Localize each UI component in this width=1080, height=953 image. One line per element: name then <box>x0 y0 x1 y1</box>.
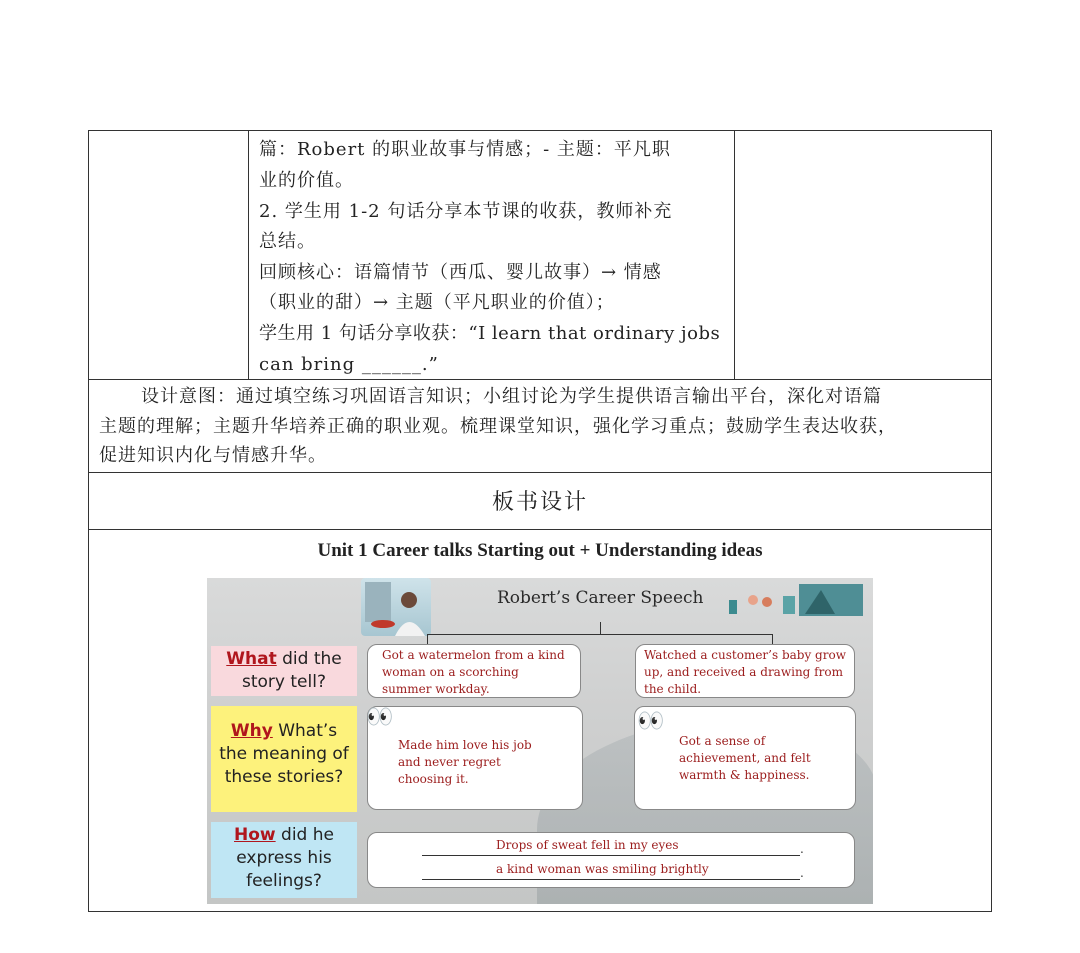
design-intent-line: 促进知识内化与情感升华。 <box>99 445 327 466</box>
question-text: What’s <box>272 721 338 741</box>
activity-line: 总结。 <box>259 231 316 252</box>
tree-connector <box>427 634 772 635</box>
design-intent-line: 设计意图：通过填空练习巩固语言知识；小组讨论为学生提供语言输出平台，深化对语篇 <box>141 386 882 407</box>
design-intent-line: 主题的理解；主题升华培养正确的职业观。梳理课堂知识，强化学习重点；鼓励学生表达收获， <box>99 416 897 437</box>
keyword-what: What <box>226 649 277 669</box>
activity-cell <box>249 131 735 379</box>
answer-underline <box>422 879 800 880</box>
activity-line: 2. 学生用 1-2 句话分享本节课的收获，教师补充 <box>259 201 673 222</box>
activity-line: 篇：Robert 的职业故事与情感；- 主题：平凡职 <box>259 139 671 160</box>
question-why-box <box>211 706 357 812</box>
board-design-heading-row <box>89 473 991 530</box>
board-design-heading: 板书设计 <box>491 490 588 515</box>
procedure-row <box>89 131 991 380</box>
answer-underline <box>422 855 800 856</box>
tree-connector <box>427 634 428 644</box>
career-icons <box>725 580 865 618</box>
answer-how-line2: a kind woman was smiling brightly <box>496 862 709 876</box>
activity-line: can bring ______.” <box>259 354 439 375</box>
activity-line: 学生用 1 句话分享收获：“I learn that ordinary jobs <box>259 323 721 344</box>
tree-connector <box>772 634 773 644</box>
notes-cell <box>735 131 991 379</box>
eyes-icon: 👀 <box>366 705 391 730</box>
board-design-row <box>89 530 991 911</box>
answer-story-left: Got a watermelon from a kind woman on a scorching summer workday. <box>367 644 581 698</box>
question-text: story tell? <box>242 672 326 692</box>
answer-meaning-right-box <box>634 706 856 810</box>
step-cell <box>89 131 249 379</box>
answer-dot: . <box>800 842 804 856</box>
question-how-box <box>211 822 357 898</box>
lesson-plan-table <box>88 130 992 912</box>
answer-story-right: Watched a customer’s baby grow up, and received a drawing from the child. <box>635 644 855 698</box>
blackboard-slide <box>207 578 873 904</box>
question-text: the meaning of <box>219 744 349 764</box>
question-text: did he <box>275 825 334 845</box>
question-text: did the <box>276 649 342 669</box>
question-text: these stories? <box>224 767 344 787</box>
answer-meaning-right: Got a sense of achievement, and felt warmth & happiness. <box>679 734 811 782</box>
keyword-how: How <box>234 825 276 845</box>
activity-line: 回顾核心：语篇情节（西瓜、婴儿故事）→ 情感 <box>259 262 662 283</box>
answer-dot: . <box>800 866 804 880</box>
answer-how-line1: Drops of sweat fell in my eyes <box>496 838 679 852</box>
question-text: feelings? <box>246 871 322 891</box>
tree-connector <box>600 622 601 634</box>
keyword-why: Why <box>230 721 273 741</box>
answer-meaning-left: Made him love his job and never regret choosing it. <box>398 738 532 786</box>
activity-line: 业的价值。 <box>259 170 354 191</box>
answer-how-box <box>367 832 855 888</box>
robert-photo-icon <box>361 578 431 636</box>
answer-meaning-left-box <box>367 706 583 810</box>
activity-line: （职业的甜）→ 主题（平凡职业的价值）； <box>259 292 615 313</box>
design-intent-row <box>89 380 991 473</box>
unit-title: Unit 1 Career talks Starting out + Understanding ideas <box>317 540 763 561</box>
question-text: express his <box>236 848 332 868</box>
question-what-box <box>211 646 357 696</box>
slide-title: Robert’s Career Speech <box>497 588 704 608</box>
eyes-icon: 👀 <box>637 709 662 734</box>
